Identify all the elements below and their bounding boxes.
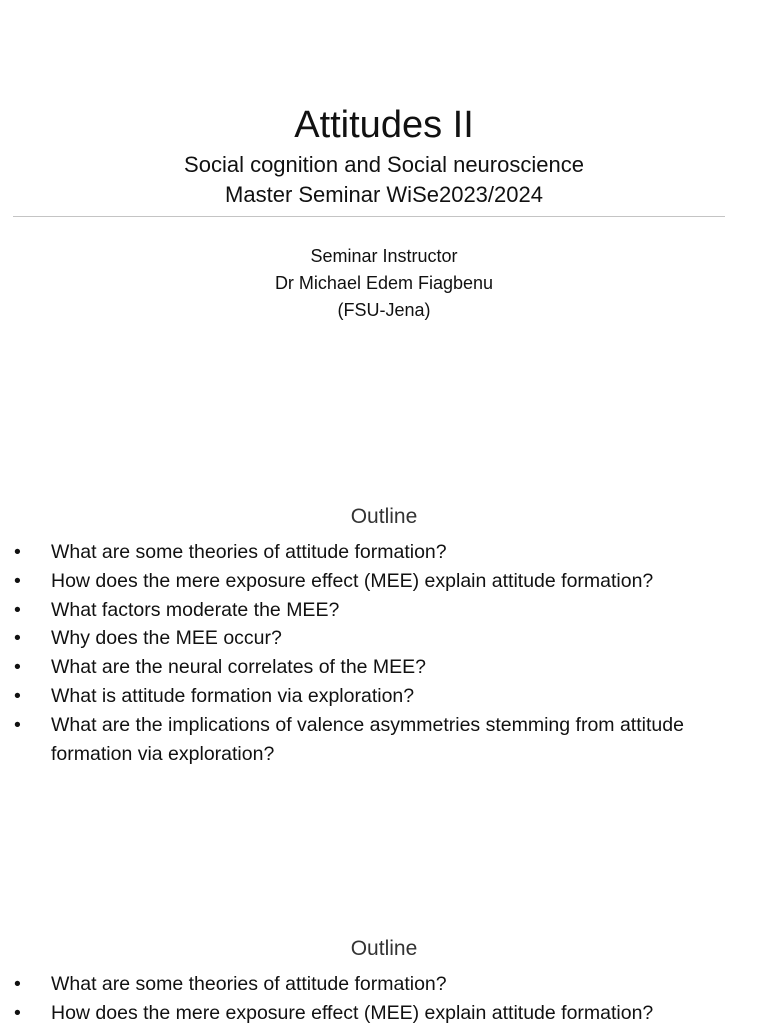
outline-heading: Outline: [350, 937, 418, 960]
instructor-role: Seminar Instructor: [310, 246, 458, 266]
list-item: • What factors moderate the MEE?: [0, 596, 768, 625]
title-divider: [13, 216, 725, 217]
outline-list: [0, 538, 768, 768]
instructor-affiliation: (FSU-Jena): [337, 300, 431, 320]
outline-list: [0, 970, 768, 1024]
list-item: • What are the implications of valence asymmetries stemming from attitude formation via exploration?: [0, 711, 768, 769]
instructor-name: Dr Michael Edem Fiagbenu: [274, 273, 494, 293]
subtitle-seminar: Master Seminar WiSe2023/2024: [225, 182, 543, 207]
list-item: • What is attitude formation via exploration?: [0, 682, 768, 711]
slide-title: Attitudes II: [294, 104, 474, 146]
title-slide: [0, 0, 768, 430]
list-item: • What are the neural correlates of the MEE?: [0, 653, 768, 682]
list-item: • How does the mere exposure effect (MEE) explain attitude formation?: [0, 999, 768, 1024]
subtitle-course: Social cognition and Social neuroscience: [184, 152, 584, 177]
outline-heading: Outline: [350, 505, 418, 528]
list-item: • How does the mere exposure effect (MEE) explain attitude formation?: [0, 567, 768, 596]
outline-slide: [0, 500, 768, 800]
list-item: • What are some theories of attitude formation?: [0, 538, 768, 567]
list-item: • What are some theories of attitude formation?: [0, 970, 768, 999]
outline-slide-2: [0, 932, 768, 1024]
list-item: • Why does the MEE occur?: [0, 624, 768, 653]
